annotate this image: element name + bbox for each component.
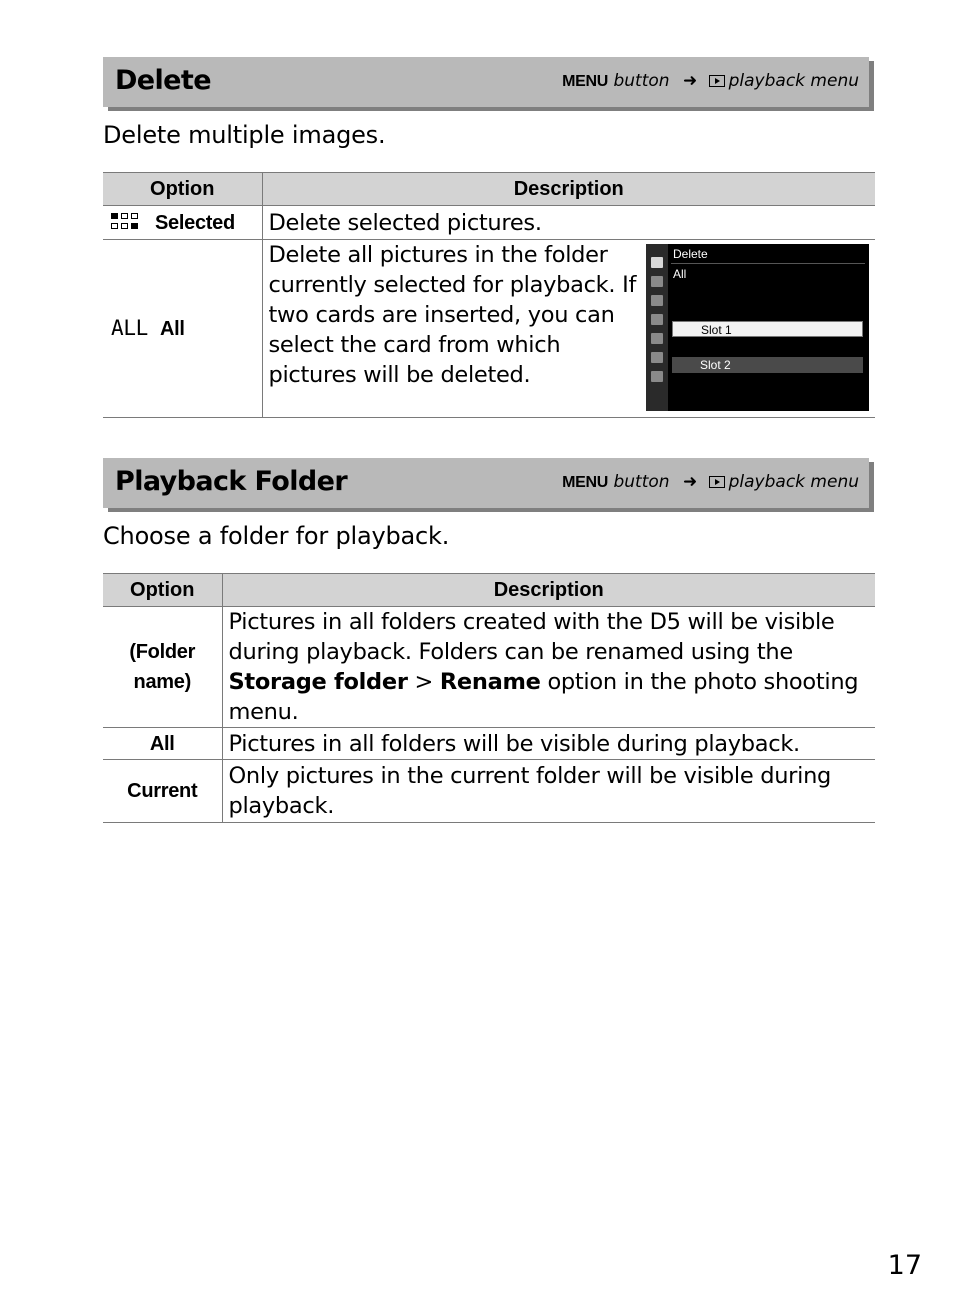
description-text: option in the photo shooting menu. — [228, 669, 859, 725]
option-folder-name-cell — [103, 607, 222, 728]
description-line: currently selected for playback. If — [268, 272, 637, 298]
option-selected-cell — [103, 206, 262, 240]
rename-term: Rename — [439, 669, 541, 695]
option-all-label: All — [160, 318, 185, 340]
slot-1-option: Slot 1 — [672, 321, 863, 337]
separator-text: > — [407, 669, 440, 695]
camera-menu-sidebar — [646, 244, 668, 411]
playback-menu-icon — [709, 75, 725, 87]
playback-tab-icon — [651, 257, 663, 268]
arrow-right-icon: ➜ — [682, 71, 698, 91]
table-row — [103, 728, 875, 760]
option-selected-label: Selected — [155, 211, 235, 234]
description-line: pictures will be deleted. — [268, 362, 531, 388]
table-row — [103, 607, 875, 728]
playback-menu-label: playback menu — [728, 71, 859, 91]
description-cell: Pictures in all folders will be visible during playback. — [222, 728, 875, 760]
table-header-row — [103, 173, 875, 206]
option-label-line: (Folder — [129, 641, 196, 663]
playback-folder-title: Playback Folder — [115, 466, 348, 497]
storage-folder-term: Storage folder — [228, 669, 408, 695]
all-icon: ALL — [111, 316, 149, 340]
my-menu-tab-icon — [651, 371, 663, 382]
description-cell: Delete selected pictures. — [262, 206, 875, 240]
divider — [671, 263, 865, 264]
description-line: Delete all pictures in the folder — [268, 242, 608, 268]
description-cell: Only pictures in the current folder will be visible during playback. — [222, 760, 875, 823]
description-line: two cards are inserted, you can — [268, 302, 615, 328]
playback-folder-menu-path — [562, 458, 859, 507]
movie-tab-icon — [651, 295, 663, 306]
playback-menu-label: playback menu — [728, 472, 859, 492]
playback-folder-options-table — [103, 573, 875, 823]
camera-screen-illustration — [646, 244, 869, 411]
col-description-header: Description — [262, 173, 875, 206]
slot-2-option: Slot 2 — [672, 357, 863, 373]
option-label-line: name) — [133, 671, 191, 693]
col-description-header: Description — [222, 574, 875, 607]
pencil-tab-icon — [651, 314, 663, 325]
page-number: 17 — [887, 1250, 922, 1281]
description-line: select the card from which — [268, 332, 561, 358]
playback-menu-icon — [709, 476, 725, 488]
retouch-tab-icon — [651, 352, 663, 363]
table-row — [103, 206, 875, 240]
table-row — [103, 760, 875, 823]
col-option-header: Option — [103, 574, 222, 607]
delete-section-header — [103, 57, 869, 107]
button-word: button — [613, 71, 670, 91]
option-current-cell: Current — [103, 760, 222, 823]
delete-title: Delete — [115, 65, 211, 96]
menu-word: MENU — [562, 73, 609, 90]
description-text: Pictures in all folders created with the D5 will be visible during playback. Folders can be renamed using the — [228, 609, 835, 665]
table-header-row — [103, 574, 875, 607]
col-option-header: Option — [103, 173, 262, 206]
camera-screen-subtitle: All — [673, 267, 687, 281]
wrench-tab-icon — [651, 333, 663, 344]
description-cell — [222, 607, 875, 728]
camera-screen-title: Delete — [673, 247, 708, 261]
option-all-cell — [103, 240, 262, 418]
arrow-right-icon: ➜ — [682, 472, 698, 492]
menu-word: MENU — [562, 474, 609, 491]
button-word: button — [613, 472, 670, 492]
playback-folder-intro: Choose a folder for playback. — [103, 522, 450, 550]
delete-menu-path — [562, 57, 859, 106]
option-all-cell: All — [103, 728, 222, 760]
camera-tab-icon — [651, 276, 663, 287]
playback-folder-section-header — [103, 458, 869, 508]
thumbnail-grid-icon — [111, 213, 141, 230]
delete-intro: Delete multiple images. — [103, 121, 386, 149]
